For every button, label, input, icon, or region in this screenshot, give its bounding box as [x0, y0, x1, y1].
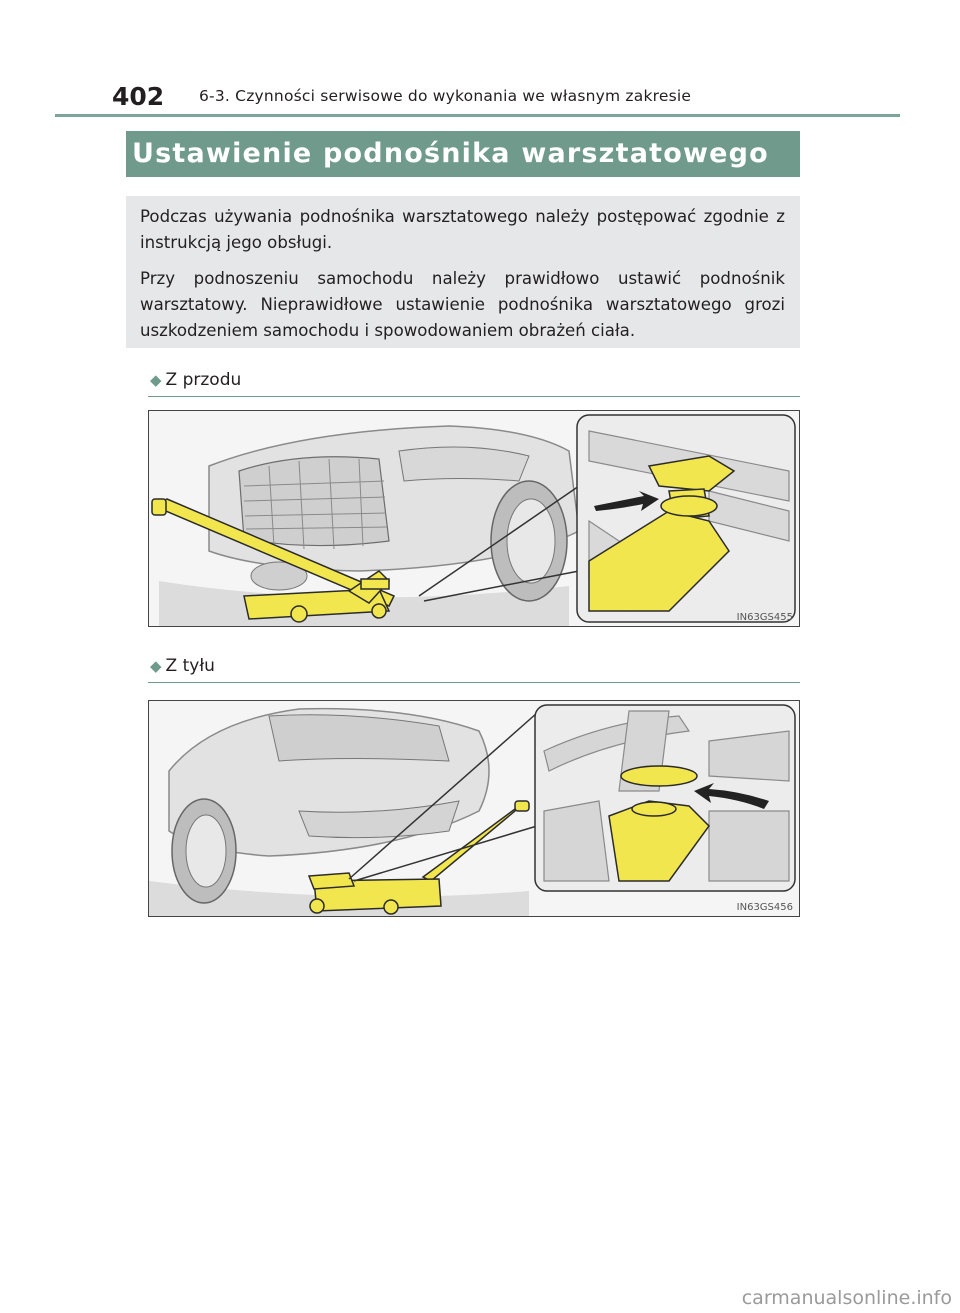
rear-figure-code: IN63GS456	[736, 902, 793, 913]
diamond-bullet-icon: ◆	[150, 657, 162, 675]
intro-box	[126, 196, 800, 348]
front-figure-code: IN63GS455	[736, 612, 793, 623]
intro-paragraph-2: Przy podnoszeniu samochodu należy prawidłowo ustawić podnośnik warsztatowy. Nieprawidłowe ustawienie podnośnika warsztatowego grozi uszkodzeniem samochodu i spowodowaniem obrażeń ciała.	[140, 269, 785, 340]
rear-heading-rule	[148, 682, 800, 683]
front-heading	[150, 370, 241, 390]
rear-heading	[150, 656, 215, 676]
intro-paragraph-1: Podczas używania podnośnika warsztatowego należy postępować zgodnie z instrukcją jego obsługi.	[140, 207, 785, 252]
front-heading-rule	[148, 396, 800, 397]
rear-heading-label: Z tyłu	[165, 656, 215, 676]
rear-figure	[148, 700, 800, 917]
front-figure	[148, 410, 800, 627]
header-rule	[55, 114, 900, 117]
section-title: Ustawienie podnośnika warsztatowego	[126, 131, 800, 177]
diamond-bullet-icon: ◆	[150, 371, 162, 389]
page-number: 402	[112, 82, 165, 111]
front-heading-label: Z przodu	[165, 370, 242, 390]
watermark: carmanualsonline.info	[741, 1287, 952, 1309]
rear-jack-illustration	[149, 701, 799, 916]
chapter-title: 6-3. Czynności serwisowe do wykonania we własnym zakresie	[199, 87, 692, 105]
front-jack-illustration	[149, 411, 799, 626]
